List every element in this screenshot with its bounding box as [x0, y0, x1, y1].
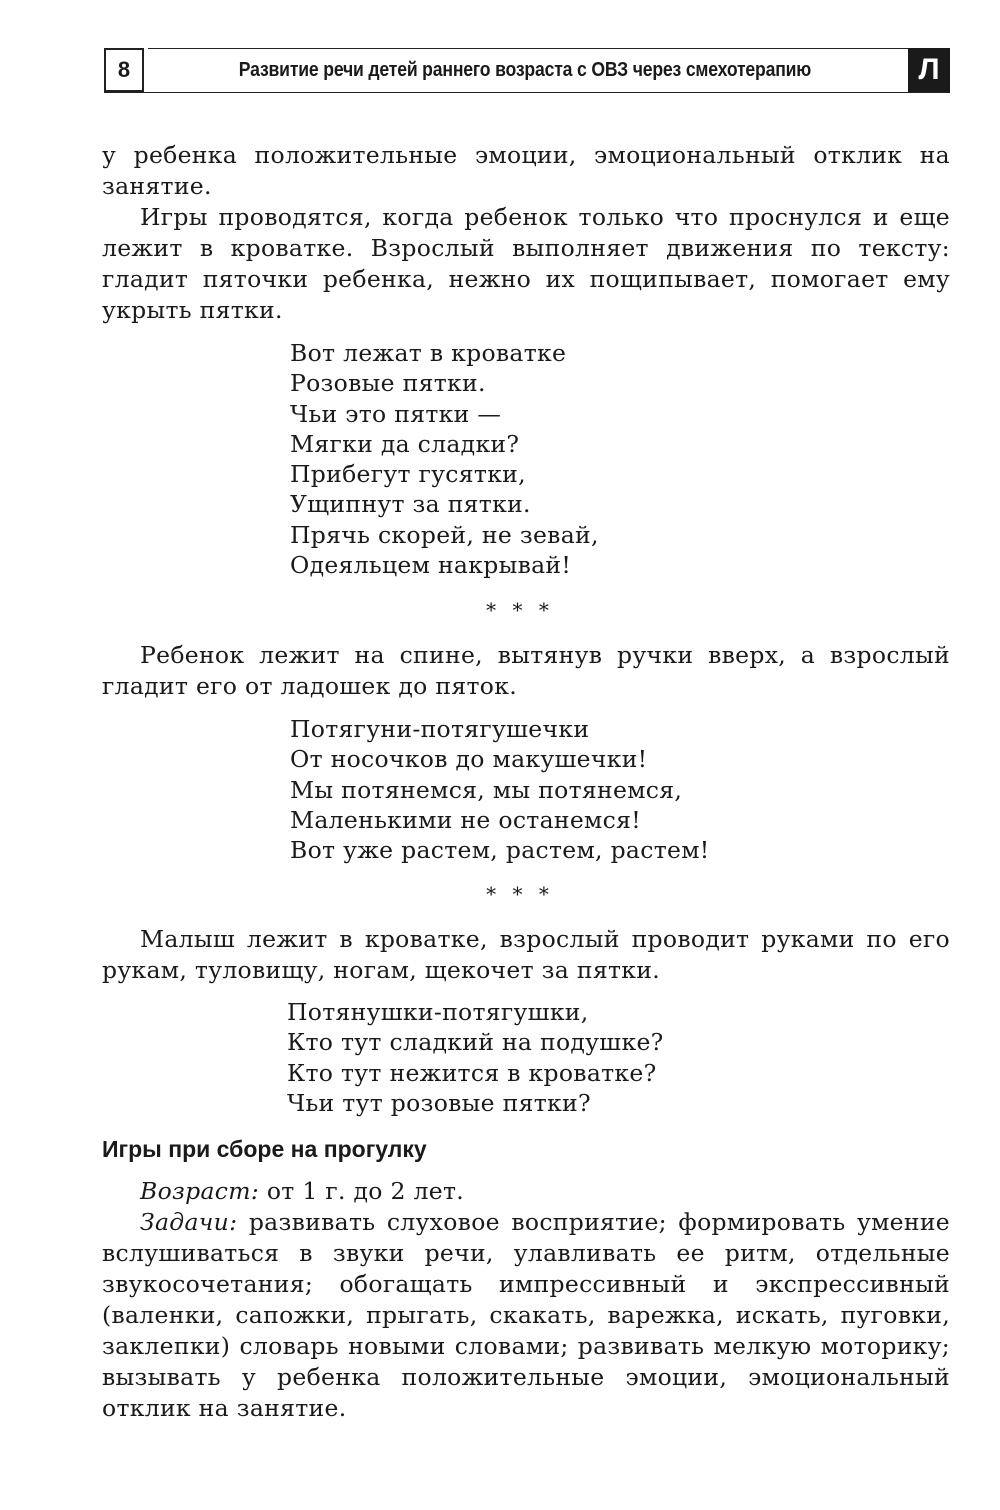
section-heading: Игры при сборе на прогулку — [102, 1136, 427, 1162]
poem-line: Кто тут нежится в кроватке? — [287, 1058, 657, 1087]
poem-line: Ущипнут за пятки. — [290, 490, 531, 519]
poem-line: Маленькими не останемся! — [290, 805, 641, 834]
poem-line: Мы потянемся, мы потянемся, — [290, 775, 683, 804]
poem-line: Прячь скорей, не зевай, — [290, 520, 599, 549]
age-label: Возраст: — [140, 1177, 260, 1205]
poem-line: Вот уже растем, растем, растем! — [290, 836, 710, 865]
poem-line: Одеяльцем накрывай! — [290, 551, 572, 580]
paragraph-tasks — [102, 1207, 950, 1424]
poem-line: Чьи тут розовые пятки? — [287, 1088, 591, 1117]
running-header — [104, 48, 950, 94]
poem-line: От носочков до макушечки! — [290, 745, 648, 774]
poem-line: Потягуни-потягушечки — [290, 715, 590, 743]
poem-pyatki — [290, 338, 599, 580]
age-value: от 1 г. до 2 лет. — [259, 1177, 465, 1205]
tasks-label: Задачи: — [140, 1208, 238, 1236]
poem-line: Мягки да сладки? — [290, 429, 520, 458]
page-number: 8 — [104, 48, 144, 92]
paragraph-age — [102, 1176, 950, 1207]
poem-line: Потянушки-потягушки, — [287, 998, 589, 1026]
paragraph-stretch: Ребенок лежит на спине, вытянув ручки вверх, а взрослый гладит его от ладошек до пяток. — [102, 641, 950, 700]
poem-potyaguni — [290, 714, 710, 865]
paragraph-tickle: Малыш лежит в кроватке, взрослый проводит руками по его рукам, туловищу, ногам, щекочет за пятки. — [102, 925, 950, 984]
poem-line: Чьи это пятки — — [290, 399, 502, 428]
section-separator: * * * — [486, 598, 554, 622]
header-title: Развитие речи детей раннего возраста с ОВЗ через смехотерапию — [238, 58, 812, 81]
paragraph-games-intro: Игры проводятся, когда ребенок только что проснулся и еще лежит в кроватке. Взрослый выполняет движения по тексту: гладит пяточки ребенка, нежно их пощипывает, помогает ему укрыть пятки. — [102, 203, 950, 324]
section-separator: * * * — [486, 882, 554, 906]
poem-line: Вот лежат в кроватке — [290, 339, 567, 367]
paragraph-continued: у ребенка положительные эмоции, эмоциональный отклик на занятие. — [102, 141, 950, 200]
publisher-logo-icon: Л — [908, 48, 950, 92]
poem-potyanushki — [287, 997, 664, 1118]
header-rule-bottom — [104, 92, 950, 93]
poem-line: Кто тут сладкий на подушке? — [287, 1028, 664, 1057]
poem-line: Прибегут гусятки, — [290, 460, 526, 489]
poem-line: Розовые пятки. — [290, 369, 486, 398]
tasks-value: развивать слуховое восприятие; формировать умение вслушиваться в звуки речи, улавливать ее ритм, отдельные звукосочетания; обогащать импрессивный и экспрессивный (валенки, сапожки, прыгать, скакать, варежка, искать, пуговки, заклепки) словарь новыми словами; развивать мелкую моторику; вызывать у ребенка положительные эмоции, эмоциональный отклик на занятие. — [102, 1208, 950, 1422]
